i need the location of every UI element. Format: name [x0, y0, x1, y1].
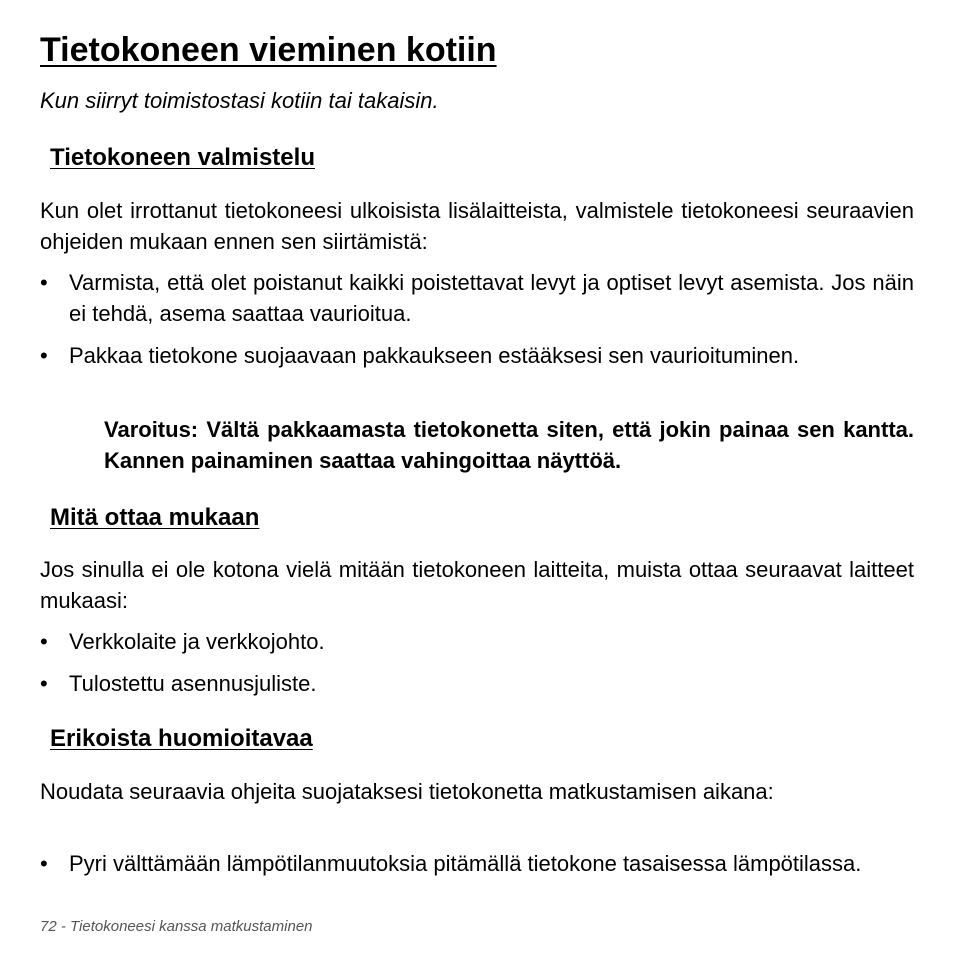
- list-item-text: Tulostettu asennusjuliste.: [69, 671, 317, 696]
- section-heading-special-considerations: Erikoista huomioitavaa: [50, 725, 313, 752]
- section-heading-preparation: Tietokoneen valmistelu: [50, 144, 315, 171]
- list-item: [40, 848, 914, 879]
- section-intro-special-considerations: Noudata seuraavia ohjeita suojataksesi tietokonetta matkustamisen aikana:: [40, 779, 774, 804]
- page-footer: 72 - Tietokoneesi kanssa matkustaminen: [40, 918, 313, 935]
- page-subtitle: Kun siirryt toimistostasi kotiin tai takaisin.: [40, 88, 439, 113]
- list-item: [40, 626, 914, 657]
- list-item: [40, 668, 914, 699]
- bullet-icon: •: [40, 629, 48, 654]
- list-item-text: Verkkolaite ja verkkojohto.: [69, 629, 325, 654]
- bullet-icon: •: [40, 851, 48, 876]
- section-intro-what-to-take: Jos sinulla ei ole kotona vielä mitään tietokoneen laitteita, muista ottaa seuraavat laitteet mukaasi:: [40, 557, 914, 613]
- list-item: [40, 340, 914, 371]
- warning-note: Varoitus: Vältä pakkaamasta tietokonetta siten, että jokin painaa sen kantta. Kannen painaminen saattaa vahingoittaa näyttöä.: [104, 417, 914, 473]
- list-item-text: Pyri välttämään lämpötilanmuutoksia pitämällä tietokone tasaisessa lämpötilassa.: [69, 851, 862, 876]
- list-item-text: Varmista, että olet poistanut kaikki poistettavat levyt ja optiset levyt asemista. Jos näin ei tehdä, asema saattaa vaurioitua.: [69, 270, 914, 326]
- section-heading-what-to-take: Mitä ottaa mukaan: [50, 504, 260, 531]
- section-intro-preparation: Kun olet irrottanut tietokoneesi ulkoisista lisälaitteista, valmistele tietokoneesi seuraavien ohjeiden mukaan ennen sen siirtämistä:: [40, 198, 914, 254]
- bullet-icon: •: [40, 270, 48, 295]
- list-item-text: Pakkaa tietokone suojaavaan pakkaukseen estääksesi sen vaurioituminen.: [69, 343, 800, 368]
- list-item: [40, 267, 914, 329]
- bullet-icon: •: [40, 671, 48, 696]
- page-title: Tietokoneen vieminen kotiin: [40, 31, 497, 69]
- bullet-icon: •: [40, 343, 48, 368]
